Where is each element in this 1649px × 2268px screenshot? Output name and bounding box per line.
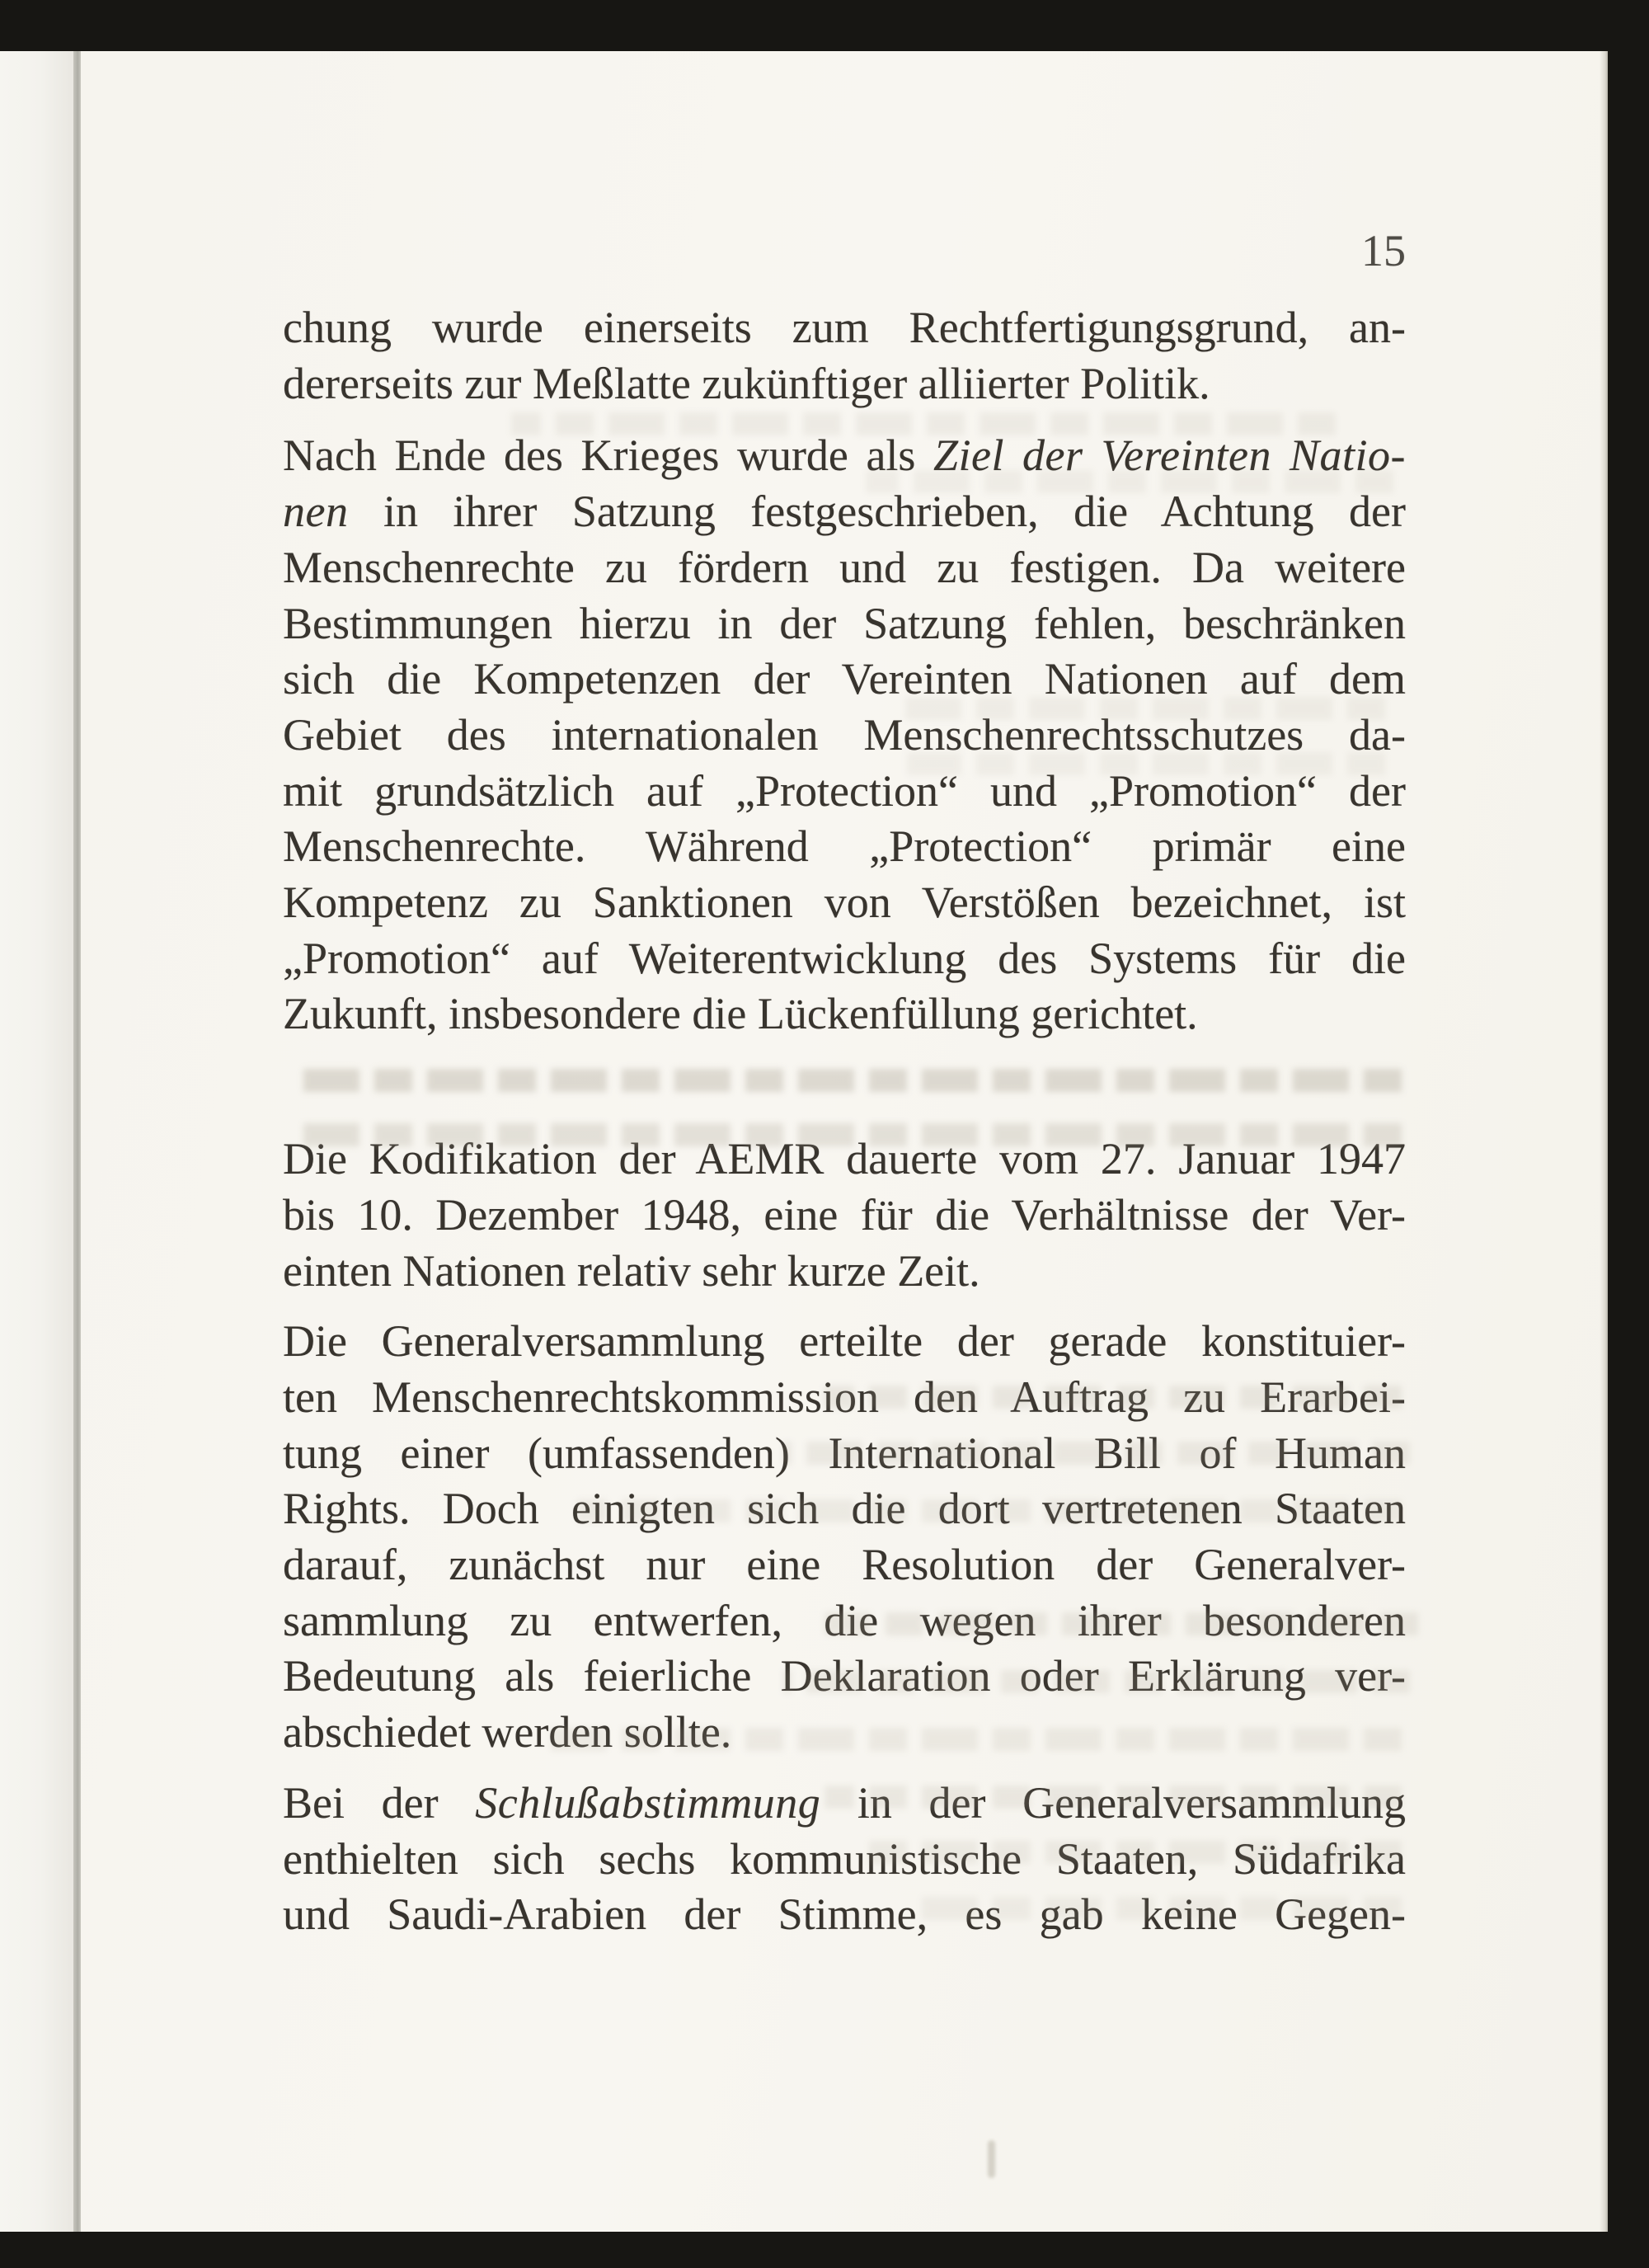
text-line: Nach Ende des Krieges wurde als Ziel der Vereinten Natio- [283, 431, 1406, 481]
text-line: „Promotion“ auf Weiterentwicklung des Systems für die [283, 933, 1406, 983]
body-text [283, 300, 1406, 1943]
bleedthrough-artifact [907, 1897, 1402, 1920]
text-line: bis 10. Dezember 1948, eine für die Verhältnisse der Ver- [283, 1189, 1406, 1240]
text-line: tung einer (umfassenden) International Bill of Human [283, 1428, 1406, 1478]
paragraph [283, 1132, 1406, 1299]
text-line: Die Kodifikation der AEMR dauerte vom 27. Januar 1947 [283, 1134, 1406, 1184]
text-line: Die Generalversammlung erteilte der gerade konstituier- [283, 1316, 1406, 1367]
book-page [81, 51, 1608, 2232]
bleedthrough-artifact [907, 752, 1385, 775]
text-line: dererseits zur Meßlatte zukünftiger alliierter Politik. [283, 358, 1210, 408]
text-line: nen in ihrer Satzung festgeschrieben, die Achtung der [283, 487, 1406, 537]
text-line: Menschenrechte zu fördern und zu festigen. Da weitere [283, 542, 1406, 592]
bleedthrough-artifact [866, 470, 1393, 493]
adjacent-page-edge [0, 51, 73, 2232]
text-line: und Saudi-Arabien der Stimme, es gab keine Gegen- [283, 1889, 1406, 1940]
bleedthrough-artifact [577, 1499, 1402, 1522]
bleedthrough-artifact [297, 1123, 1402, 1146]
text-line: darauf, zunächst nur eine Resolution der Generalver- [283, 1540, 1406, 1590]
text-line: Kompetenz zu Sanktionen von Verstößen bezeichnet, ist [283, 878, 1406, 928]
text-line: Bei der Schlußabstimmung in der Generalversammlung [283, 1777, 1406, 1828]
page-number: 15 [1361, 226, 1406, 275]
text-line: Rights. Doch einigten sich die dort vertretenen Staaten [283, 1484, 1406, 1534]
text-line: chung wurde einerseits zum Rechtfertigungsgrund, an- [283, 303, 1406, 352]
paragraph [283, 300, 1406, 412]
bleedthrough-artifact [297, 1069, 1402, 1092]
text-line: Bestimmungen hierzu in der Satzung fehlen, beschränken [283, 598, 1406, 648]
bleedthrough-artifact [536, 1728, 1402, 1751]
page-edge-shadow [1600, 51, 1608, 2232]
bleedthrough-artifact [511, 412, 1336, 435]
bleedthrough-artifact [783, 1670, 1410, 1693]
text-line: Menschenrechte. Während „Protection“ primär eine [283, 821, 1406, 872]
text-line: mit grundsätzlich auf „Protection“ und „Promotion“ der [283, 765, 1406, 816]
paragraph [283, 428, 1406, 1042]
bleedthrough-artifact [824, 1612, 1418, 1635]
bleedthrough-artifact [783, 1442, 1410, 1465]
text-line: sich die Kompetenzen der Vereinten Nationen auf dem [283, 654, 1406, 704]
text-line: ten Menschenrechtskommission den Auftrag zu Erarbei- [283, 1372, 1406, 1422]
bleedthrough-artifact [824, 1786, 1402, 1809]
bleedthrough-artifact [824, 1386, 1402, 1409]
text-line: abschiedet werden sollte. [283, 1707, 732, 1757]
text-line: Gebiet des internationalen Menschenrechtsschutzes da- [283, 709, 1406, 760]
text-line: enthielten sich sechs kommunistische Staaten, Südafrika [283, 1833, 1406, 1884]
scan-spot-artifact [988, 2140, 995, 2178]
paragraph [283, 1314, 1406, 1761]
bleedthrough-artifact [866, 1841, 1402, 1864]
bleedthrough-artifact [890, 697, 1385, 720]
text-line: sammlung zu entwerfen, die wegen ihrer besonderen [283, 1595, 1406, 1645]
text-line: Bedeutung als feierliche Deklaration oder Erklärung ver- [283, 1651, 1406, 1701]
page-gutter-line [73, 51, 81, 2232]
text-line: Zukunft, insbesondere die Lückenfüllung gerichtet. [283, 989, 1198, 1039]
text-line: einten Nationen relativ sehr kurze Zeit. [283, 1245, 980, 1296]
